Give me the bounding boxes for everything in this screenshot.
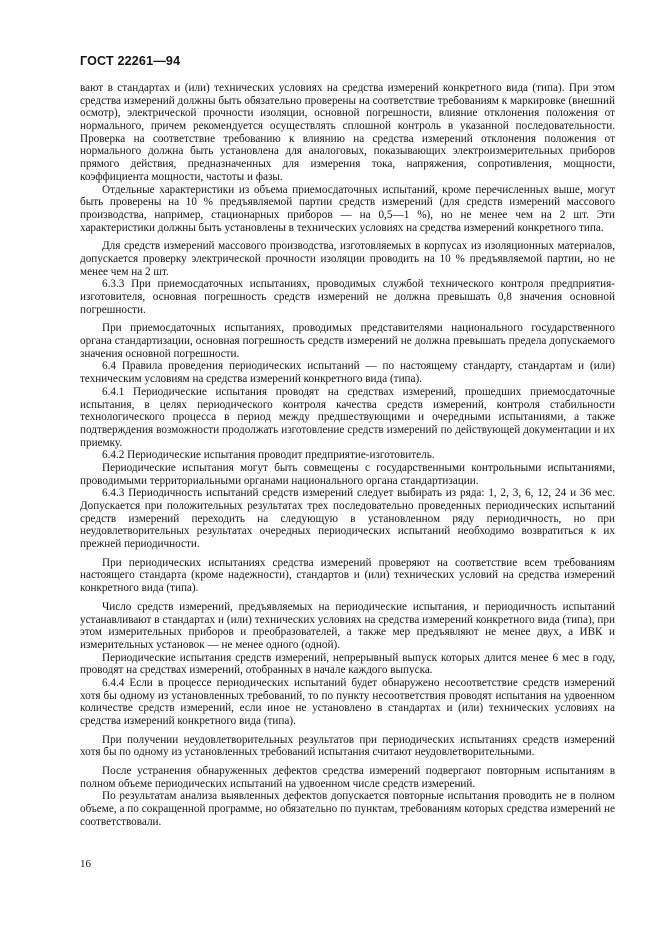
paragraph: Периодические испытания средств измерений, непрерывный выпуск которых длится менее 6 мес в году, проводят на средствах измерений, отобранных в начале каждого выпуска. [80,651,615,677]
paragraph: 6.4.2 Периодические испытания проводит предприятие-изготовитель. [102,449,435,462]
paragraph: Для средств измерений массового производства, изготовляемых в корпусах из изоляционных материалов, допускается проверку электрической прочности изоляции проводить на 10 % предъявляемой партии, но не менее чем на 2 шт. [80,240,615,278]
paragraph: Отдельные характеристики из объема приемосдаточных испытаний, кроме перечисленных выше, могут быть проверены на 10 % предъявляемой партии средств измерений (для средств измерений массового производства, например, стационарных приборов — на 0,5—1 %), но не менее чем на 2 шт. Эти характеристики должны быть установлены в технических условиях на средства измерений конкретного типа. [80,183,615,234]
paragraph: 6.4.1 Периодические испытания проводят на средствах измерений, прошедших приемосдаточные испытания, в целях периодического контроля качества средств измерений, контроля стабильности технологического процесса в период между предшествующими и очередными испытаниями, а также подтверждения возможности продолжать изготовление средств измерений по действующей документации и их приемку. [80,385,615,449]
paragraph: 6.4 Правила проведения периодических испытаний — по настоящему стандарту, стандартам и (или) техническим условиям на средства измерений конкретного вида (типа). [80,360,615,386]
paragraph: При получении неудовлетворительных результатов при периодических испытаниях средств измерений хотя бы по одному из установленных требований испытания считают неудовлетворительными. [80,733,615,759]
paragraph: 6.3.3 При приемосдаточных испытаниях, проводимых службой технического контроля предприятия-изготовителя, основная погрешность средств измерений не должна превышать 0,8 значения основной погрешности. [80,278,615,316]
paragraph: 6.4.3 Периодичность испытаний средств измерений следует выбирать из ряда: 1, 2, 3, 6, 12, 24 и 36 мес. Допускается при положительных результатах трех последовательно проведенных периодических испытаний средств измерений переходить на следующую в установленном ряду периодичность, но при неудовлетворительных результатах очередных периодических испытаний необходимо возвратиться к их прежней периодичности. [80,487,615,551]
document-header: ГОСТ 22261—94 [80,54,181,68]
paragraph: По результатам анализа выявленных дефектов допускается повторные испытания проводить не в полном объеме, а по сокращенной программе, но обязательно по пунктам, требованиям которых средства измерений не соответствовали. [80,790,615,828]
paragraph: 6.4.4 Если в процессе периодических испытаний будет обнаружено несоответствие средств измерений хотя бы одному из установленных требований, то по пункту несоответствия проводят испытания на удвоенном количестве средств измерений, если иное не установлено в стандартах и (или) технических условиях на средства измерений конкретного вида (типа). [80,676,615,727]
paragraph: Число средств измерений, предъявляемых на периодические испытания, и периодичность испытаний устанавливают в стандартах и (или) технических условиях на средства измерений конкретного вида (типа), при этом измерительных приборов и преобразователей, а также мер предъявляют не менее двух, а ИВК и измерительных установок — не менее одного (одной). [80,600,615,651]
paragraph: вают в стандартах и (или) технических условиях на средства измерений конкретного вида (типа). При этом средства измерений должны быть обязательно проверены на соответствие требованиям к маркировке (внешний осмотр), электрической прочности изоляции, основной погрешности, влияние отклонения положения от нормального, причем рекомендуется осуществлять сплошной контроль в указанной последовательности. Проверка на соответствие требованию к влиянию на средства измерений отклонения положения от нормального должна быть установлена для аналоговых, показывающих электроизмерительных приборов прямого действия, предназначенных для измерения тока, напряжения, сопротивления, мощности, коэффициента мощности, частоты и фазы. [80,82,615,183]
document-body [80,82,615,829]
paragraph: При приемосдаточных испытаниях, проводимых представителями национального государственного органа стандартизации, основная погрешность средств измерений не должна превышать предела допускаемого значения основной погрешности. [80,322,615,360]
paragraph: После устранения обнаруженных дефектов средства измерений подвергают повторным испытаниям в полном объеме периодических испытаний на удвоенном числе средств измерений. [80,765,615,790]
paragraph: При периодических испытаниях средства измерений проверяют на соответствие всем требованиям настоящего стандарта (кроме надежности), стандартов и (или) технических условий на средства измерений конкретного вида (типа). [80,556,615,595]
paragraph: Периодические испытания могут быть совмещены с государственными контрольными испытаниями, проводимыми территориальными органами национального органа стандартизации. [80,461,615,487]
page-number: 16 [80,858,91,870]
